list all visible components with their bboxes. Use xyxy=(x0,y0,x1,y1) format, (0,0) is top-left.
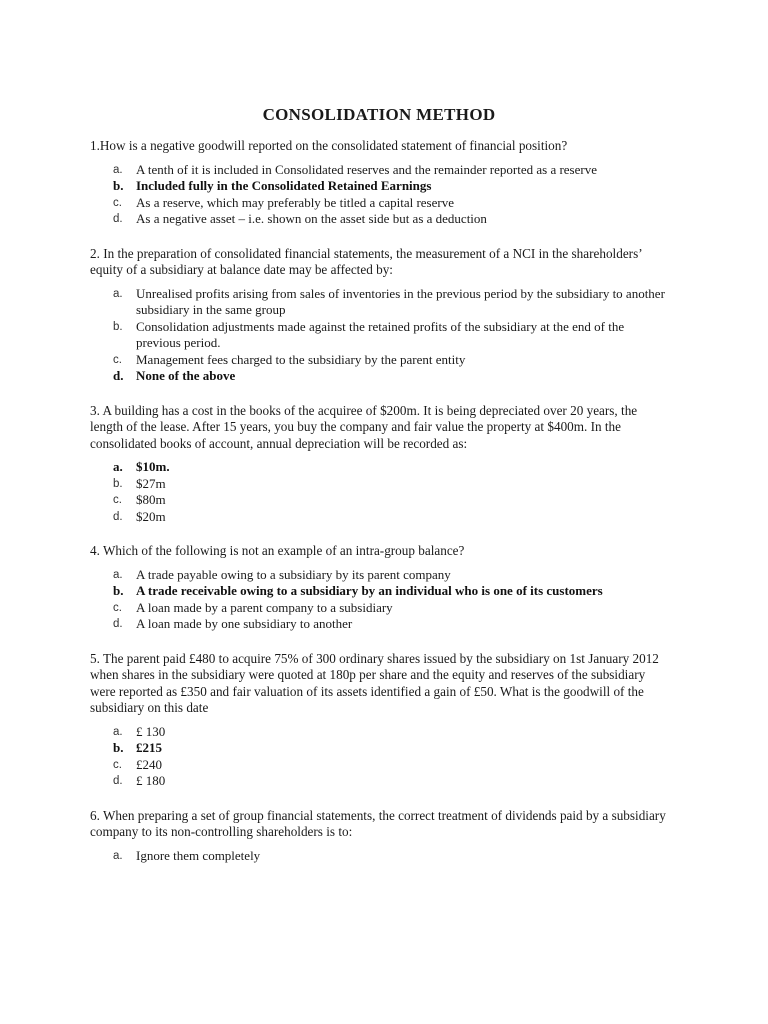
answer-options xyxy=(90,459,668,525)
answer-options xyxy=(90,724,668,790)
answer-option xyxy=(90,509,668,526)
option-letter: a. xyxy=(113,725,123,738)
option-letter: a. xyxy=(113,459,123,474)
option-text: £ 130 xyxy=(136,723,166,739)
option-text: As a reserve, which may preferably be titled a capital reserve xyxy=(136,194,454,210)
answer-option xyxy=(90,492,668,509)
answer-option xyxy=(90,211,668,228)
option-letter: b. xyxy=(113,320,123,333)
option-letter: b. xyxy=(113,583,124,598)
answer-option-correct xyxy=(90,459,668,476)
option-text: A trade payable owing to a subsidiary by its parent company xyxy=(136,566,451,582)
question-list xyxy=(90,138,668,864)
question-4 xyxy=(90,543,668,633)
option-text: As a negative asset – i.e. shown on the asset side but as a deduction xyxy=(136,211,487,226)
answer-option xyxy=(90,162,668,179)
option-text: £215 xyxy=(136,740,162,755)
answer-options xyxy=(90,567,668,633)
option-text: $10m. xyxy=(136,459,170,474)
answer-option xyxy=(90,567,668,584)
option-letter: c. xyxy=(113,353,122,366)
option-letter: d. xyxy=(113,213,123,225)
option-letter: b. xyxy=(113,477,123,490)
option-text: Consolidation adjustments made against the retained profits of the subsidiary at the end of the previous period. xyxy=(136,318,625,350)
option-text: $27m xyxy=(136,475,166,491)
answer-option xyxy=(90,757,668,774)
question-text: 3. A building has a cost in the books of the acquiree of $200m. It is being depreciated over 20 years, the length of the lease. After 15 years, you buy the company and fair value the property at $400m. In the consolidated books of account, annual depreciation will be recorded as: xyxy=(90,402,638,451)
answer-options xyxy=(90,286,668,385)
option-letter: c. xyxy=(113,196,122,209)
option-letter: d. xyxy=(113,618,123,630)
option-text: Management fees charged to the subsidiary by the parent entity xyxy=(136,351,466,367)
option-letter: c. xyxy=(113,494,122,506)
answer-option xyxy=(90,476,668,493)
question-2 xyxy=(90,246,668,385)
question-text: 5. The parent paid £480 to acquire 75% of 300 ordinary shares issued by the subsidiary on 1st January 2012 when shares in the subsidiary were quoted at 180p per share and the equity and reserves of the subsidiary were reported as £350 and fair valuation of its assets identified a gain of £50. What is the goodwill of the subsidiary on this date xyxy=(90,650,659,715)
document-title: CONSOLIDATION METHOD xyxy=(262,105,496,124)
answer-option xyxy=(90,600,668,617)
question-text: 1.How is a negative goodwill reported on the consolidated statement of financial position? xyxy=(90,138,568,153)
option-text: Unrealised profits arising from sales of inventories in the previous period by the subsidiary to another subsidiary in the same group xyxy=(136,285,665,317)
question-6 xyxy=(90,808,668,865)
option-text: None of the above xyxy=(136,368,236,383)
answer-options xyxy=(90,848,668,865)
option-text: Included fully in the Consolidated Retained Earnings xyxy=(136,178,432,193)
option-text: A trade receivable owing to a subsidiary by an individual who is one of its customers xyxy=(136,583,603,598)
question-1 xyxy=(90,138,668,228)
answer-option-correct xyxy=(90,583,668,600)
answer-option-correct xyxy=(90,178,668,195)
answer-option xyxy=(90,724,668,741)
option-text: A loan made by a parent company to a subsidiary xyxy=(136,599,393,615)
question-text: 4. Which of the following is not an example of an intra-group balance? xyxy=(90,543,465,558)
option-letter: d. xyxy=(113,368,124,383)
option-letter: d. xyxy=(113,510,123,523)
option-text: £240 xyxy=(136,756,162,772)
answer-option xyxy=(90,773,668,790)
answer-option xyxy=(90,286,668,319)
answer-option xyxy=(90,848,668,865)
option-letter: b. xyxy=(113,178,124,193)
question-text: 6. When preparing a set of group financial statements, the correct treatment of dividends paid by a subsidiary company to its non-controlling shareholders is to: xyxy=(90,807,666,839)
answer-option xyxy=(90,352,668,369)
answer-option xyxy=(90,195,668,212)
option-letter: a. xyxy=(113,849,123,862)
option-text: A tenth of it is included in Consolidated reserves and the remainder reported as a reserve xyxy=(136,161,597,177)
question-text: 2. In the preparation of consolidated financial statements, the measurement of a NCI in the shareholders’ equity of a subsidiary at balance date may be affected by: xyxy=(90,245,642,277)
option-text: £ 180 xyxy=(136,773,166,788)
option-text: $20m xyxy=(136,508,166,524)
question-5 xyxy=(90,651,668,790)
option-letter: a. xyxy=(113,163,123,176)
option-text: Ignore them completely xyxy=(136,847,261,863)
question-3 xyxy=(90,403,668,526)
option-letter: a. xyxy=(113,287,123,300)
option-letter: c. xyxy=(113,758,122,771)
option-text: $80m xyxy=(136,492,166,507)
option-letter: b. xyxy=(113,740,124,755)
answer-options xyxy=(90,162,668,228)
answer-option-correct xyxy=(90,368,668,385)
answer-option-correct xyxy=(90,740,668,757)
option-letter: a. xyxy=(113,568,123,581)
option-letter: c. xyxy=(113,601,122,614)
answer-option xyxy=(90,319,668,352)
option-text: A loan made by one subsidiary to another xyxy=(136,616,353,631)
answer-option xyxy=(90,616,668,633)
option-letter: d. xyxy=(113,775,123,787)
